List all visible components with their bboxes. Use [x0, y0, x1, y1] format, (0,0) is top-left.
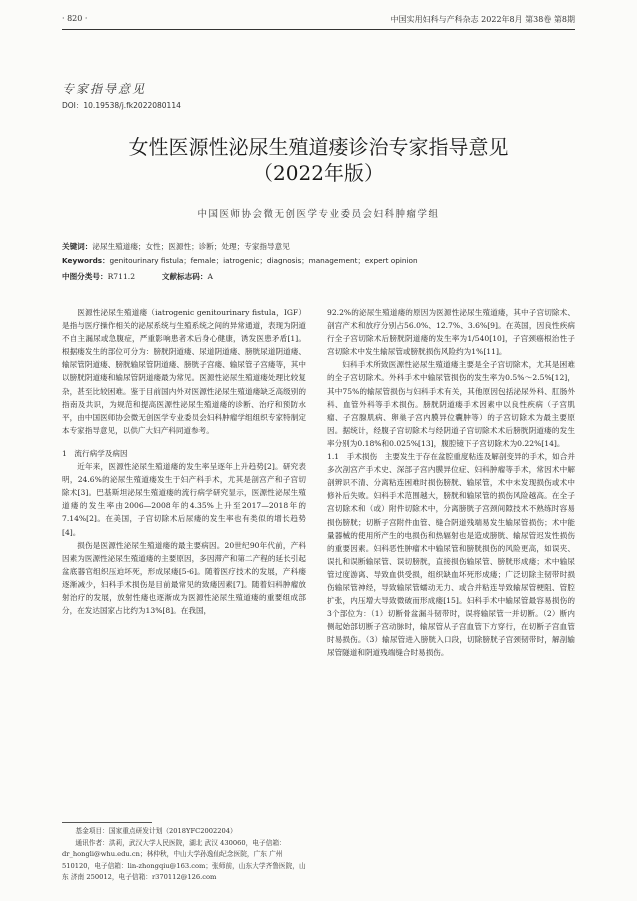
doc-code-label: 文献标志码：: [161, 272, 208, 281]
paragraph: 妇科手术所致医源性泌尿生殖道瘘主要是全子宫切除术，尤其是困难的全子宫切除术。外科手术中输尿管损伤的发生率为0.5%～2.5%[12]，其中75%的输尿管损伤与妇科手术有关，其他原因包括泌尿外科、肛肠外科、血管外科等手术损伤。膀胱阴道瘘手术因素中以良性疾病（子宫肌瘤、子宫腺肌病、卵巢子宫内膜异位囊肿等）的子宫切除术为最主要原因。据统计，经腹子宫切除术与经阴道子宫切除术术后膀胱阴道瘘的发生率分别为0.18%和0.025%[13]，腹腔镜下子宫切除术为0.22%[14]。: [327, 360, 575, 448]
left-column: [62, 306, 306, 617]
keywords-en-label: Keywords：: [62, 256, 110, 265]
author: 中国医师协会微无创医学专业委员会妇科肿瘤学组: [197, 209, 440, 220]
footnote: [62, 826, 306, 884]
section-heading: 1 流行病学及病因: [62, 448, 128, 458]
keywords-en-text: genitourinary fistula；female；iatrogenic；diagnosis；management；expert opinion: [109, 256, 418, 265]
doi: DOI：10.19538/j.fk2022080114: [62, 101, 181, 110]
page-title: [0, 134, 637, 186]
title-line-2: （2022年版）: [253, 161, 384, 185]
section-label: 专家指导意见: [62, 82, 147, 96]
header-rule: [62, 29, 575, 30]
journal-header: 中国实用妇科与产科杂志 2022年8月 第38卷 第8期: [390, 15, 575, 24]
keywords-en: [62, 256, 575, 266]
subsection-paragraph: 1.1 手术损伤 主要发生于存在盆腔重度粘连及解剖变异的手术，如合并多次剖宫产手术史、深部子宫内膜异位症、妇科肿瘤等手术，常因术中解剖辨识不清、分离粘连困难时损伤膀胱、输尿管，术中未发现损伤或术中修补后失败。妇科手术范围越大，膀胱和输尿管的损伤风险越高。在全子宫切除术和（或）附件切除术中，分离膀胱子宫颈间隙技术不熟练时容易损伤膀胱；切断子宫附件血管、缝合阴道残端易发生输尿管损伤；术中能量器械的使用所产生的电损伤和热辐射也是造成膀胱、输尿管迟发性损伤的重要因素。妇科恶性肿瘤术中输尿管和膀胱损伤的风险更高，如误夹、误扎和误断输尿管、误切膀胱，直接损伤输尿管、膀胱形成瘘；术中输尿管过度游离、导致血供受损，组织缺血坏死形成瘘；广泛切除主韧带时损伤输尿管神经，导致输尿管蠕动无力、或合并粘连导致输尿管梗阻、管腔扩张，内压增大导致微破而形成瘘[15]。妇科手术中输尿管最容易损伤的3个部位为：（1）切断骨盆漏斗韧带时，误将输尿管一并切断。（2）断内侧起始部切断子宫动脉时，输尿管从子宫血管下方穿行，在切断子宫血管时易损伤。（3）输尿管进入膀胱入口段，切除膀胱子宫颈韧带时，解剖输尿管隧道和阴道残端缝合时易损伤。: [327, 452, 575, 658]
keywords-cn-text: 泌尿生殖道瘘；女性；医源性；诊断；处理；专家指导意见: [92, 242, 290, 251]
paragraph: 92.2%的泌尿生殖道瘘的原因为医源性泌尿生殖道瘘，其中子宫切除术、剖宫产术和放疗分别占56.0%、12.7%、3.6%[9]。在英国，因良性疾病行全子宫切除术后膀胱阴道瘘的发生率为1/540[10]，子宫颈癌根治性子宫切除术中发生输尿管或膀胱损伤风险约为1%[11]。: [327, 308, 575, 357]
footnote-correspondence: 通讯作者：洪莉，武汉大学人民医院，湖北 武汉 430060，电子信箱：dr_hongli@whu.edu.cn；林仲秋，中山大学孙逸仙纪念医院，广东 广州 510120，电子信箱：lin-zhongqiu@163.com；张师前，山东大学齐鲁医院，山东 济南 250012，电子信箱：r370112@126.com: [62, 838, 306, 881]
right-column: [327, 306, 575, 660]
title-line-1: 女性医源性泌尿生殖道瘘诊治专家指导意见: [128, 135, 509, 159]
keywords-cn-label: 关键词：: [62, 242, 93, 251]
footnote-rule: [62, 822, 152, 823]
classification: [62, 271, 575, 282]
paragraph: 医源性泌尿生殖道瘘（iatrogenic genitourinary fistula，IGF）是指与医疗操作相关的泌尿系统与生殖系统之间的异常通道，表现为阴道不自主漏尿或急腹症，严重影响患者术后身心健康，诱发医患矛盾[1]。根据瘘发生的部位可分为：膀胱阴道瘘、尿道阴道瘘、膀胱尿道阴道瘘、输尿管阴道瘘、膀胱输尿管阴道瘘、膀胱子宫瘘、输尿管子宫瘘等，其中以膀胱阴道瘘和输尿管阴道瘘最为常见。医源性泌尿生殖道瘘处理比较复杂，甚至比较困难。鉴于目前国内外对医源性泌尿生殖道瘘缺乏高级别的指南及共识，为规范和提高医源性泌尿生殖道瘘的诊断、治疗和预防水平，由中国医师协会微无创医学专业委员会妇科肿瘤学组组织专家特制定本专家指导意见，以供广大妇产科同道参考。: [62, 308, 306, 435]
paragraph: 近年来，医源性泌尿生殖道瘘的发生率呈逐年上升趋势[2]。研究表明，24.6%的泌尿生殖道瘘发生于妇产科手术，尤其是剖宫产和子宫切除术[3]。巴基斯坦泌尿生殖道瘘的流行病学研究显示，医源性泌尿生殖道瘘的发生率由2006—2008年的4.35%上升至2017—2018年的7.14%[2]。在美国，子宫切除术后尿瘘的发生率也有类似的增长趋势[4]。: [62, 462, 306, 537]
paragraph: 损伤是医源性泌尿生殖道瘘的最主要病因。20世纪90年代前，产科因素为医源性泌尿生殖道瘘的主要原因，多因滞产和第二产程的延长引起盆底器官组织压迫坏死，形成尿瘘[5-6]。随着医疗技术的发展，产科瘘逐渐减少，妇科手术损伤是目前最常见的致瘘因素[7]。随着妇科肿瘤放射治疗的发展，放射性瘘也逐渐成为医源性泌尿生殖道瘘的重要组成部分，在发达国家占比约为13%[8]。在我国，: [62, 540, 306, 616]
classification-value: R711.2: [107, 272, 136, 281]
page-number: · 820 ·: [62, 14, 88, 23]
footnote-fund: 基金项目：国家重点研发计划（2018YFC2002204）: [75, 827, 237, 835]
doc-code-value: A: [207, 272, 213, 281]
classification-label: 中图分类号：: [62, 272, 108, 281]
keywords-cn: [62, 241, 575, 252]
